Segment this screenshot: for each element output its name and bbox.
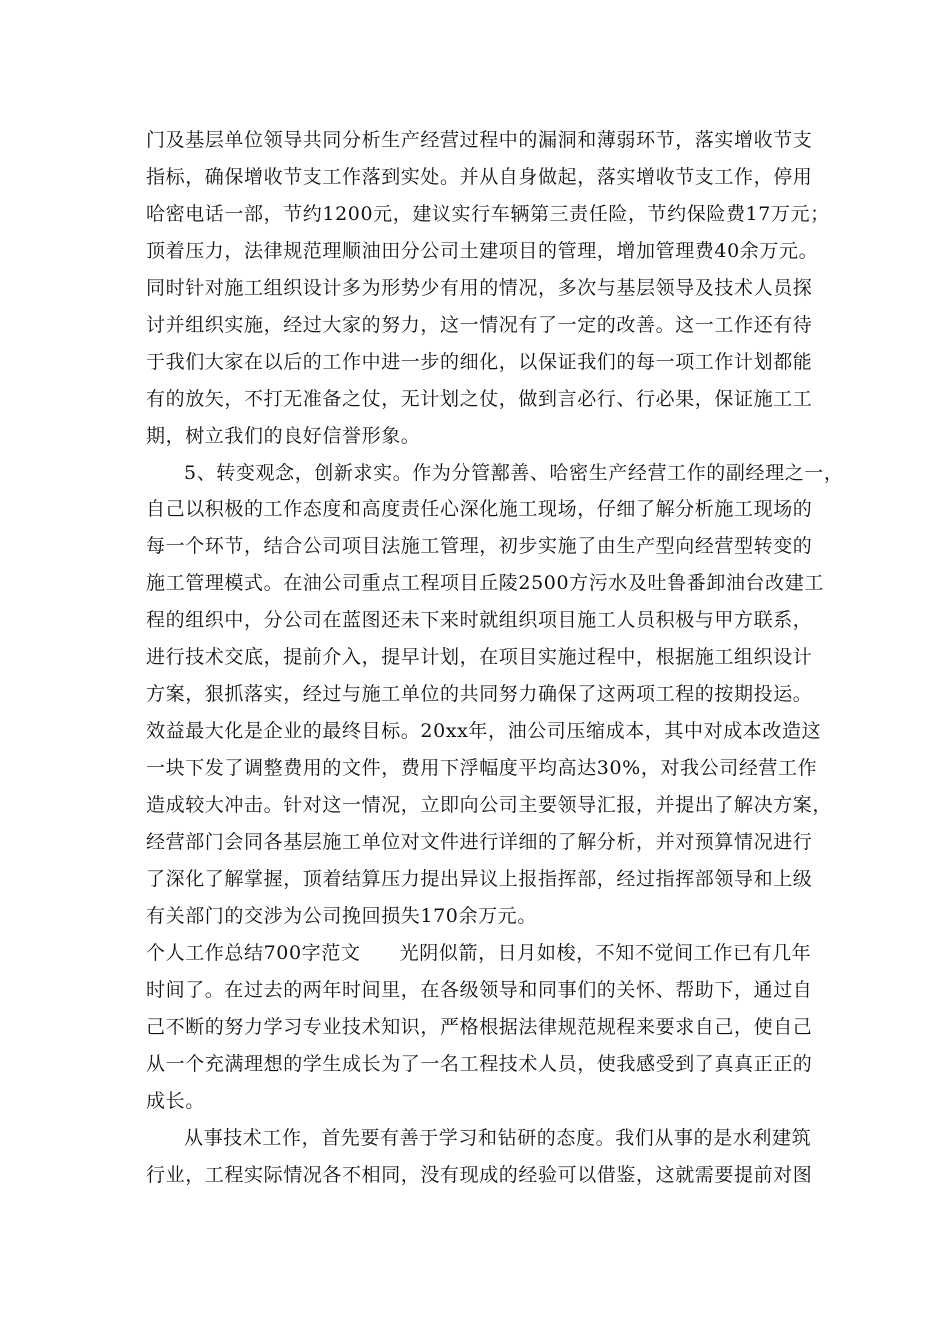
text-line: 于我们大家在以后的工作中进一步的细化，以保证我们的每一项工作计划都能 xyxy=(146,351,813,373)
text-line: 己不断的努力学习专业技术知识，严格根据法律规范规程来要求自己，使自己 xyxy=(146,1016,813,1038)
text-line: 造成较大冲击。针对这一情况，立即向公司主要领导汇报，并提出了解决方案， xyxy=(146,794,833,816)
text-line: 有关部门的交涉为公司挽回损失170余万元。 xyxy=(146,905,537,927)
text-line: 一块下发了调整费用的文件，费用下浮幅度平均高达30%，对我公司经营工作 xyxy=(146,757,818,779)
text-line: 经营部门会同各基层施工单位对文件进行详细的了解分析，并对预算情况进行 xyxy=(146,831,813,853)
text-line: 效益最大化是企业的最终目标。20xx年，油公司压缩成本，其中对成本改造这 xyxy=(146,720,822,742)
text-line: 哈密电话一部，节约1200元，建议实行车辆第三责任险，节约保险费17万元； xyxy=(146,203,830,225)
text-line: 期，树立我们的良好信誉形象。 xyxy=(146,425,421,447)
text-line: 讨并组织实施，经过大家的努力，这一情况有了一定的改善。这一工作还有待 xyxy=(146,314,813,336)
text-line: 有的放矢，不打无准备之仗，无计划之仗，做到言必行、行必果，保证施工工 xyxy=(146,388,813,410)
text-line: 进行技术交底，提前介入，提早计划，在项目实施过程中，根据施工组织设计 xyxy=(146,646,813,668)
text-line: 从事技术工作，首先要有善于学习和钻研的态度。我们从事的是水利建筑 xyxy=(184,1127,812,1149)
text-line: 时间了。在过去的两年时间里，在各级领导和同事们的关怀、帮助下，通过自 xyxy=(146,979,813,1001)
text-line: 每一个环节，结合公司项目法施工管理，初步实施了由生产型向经营型转变的 xyxy=(146,535,813,557)
text-line: 成长。 xyxy=(146,1090,205,1112)
text-line: 施工管理模式。在油公司重点工程项目丘陵2500方污水及吐鲁番卸油台改建工 xyxy=(146,572,824,594)
text-line: 5、转变观念，创新求实。作为分管鄯善、哈密生产经营工作的副经理之一， xyxy=(184,462,844,484)
text-line: 同时针对施工组织设计多为形势少有用的情况，多次与基层领导及技术人员探 xyxy=(146,277,813,299)
text-line: 行业，工程实际情况各不相同，没有现成的经验可以借鉴，这就需要提前对图 xyxy=(146,1164,813,1186)
text-line: 了深化了解掌握，顶着结算压力提出异议上报指挥部，经过指挥部领导和上级 xyxy=(146,868,813,890)
text-line: 从一个充满理想的学生成长为了一名工程技术人员，使我感受到了真真正正的 xyxy=(146,1053,813,1075)
text-line: 顶着压力，法律规范理顺油田分公司土建项目的管理，增加管理费40余万元。 xyxy=(146,240,819,262)
text-line: 程的组织中，分公司在蓝图还未下来时就组织项目施工人员积极与甲方联系， xyxy=(146,609,813,631)
text-line: 门及基层单位领导共同分析生产经营过程中的漏洞和薄弱环节，落实增收节支 xyxy=(146,129,813,151)
text-line: 方案，狠抓落实，经过与施工单位的共同努力确保了这两项工程的按期投运。 xyxy=(146,683,813,705)
text-line: 自己以积极的工作态度和高度责任心深化施工现场，仔细了解分析施工现场的 xyxy=(146,498,813,520)
text-line: 指标，确保增收节支工作落到实处。并从自身做起，落实增收节支工作，停用 xyxy=(146,166,813,188)
section-heading-line: 个人工作总结700字范文 光阴似箭，日月如梭，不知不觉间工作已有几年 xyxy=(146,942,812,964)
